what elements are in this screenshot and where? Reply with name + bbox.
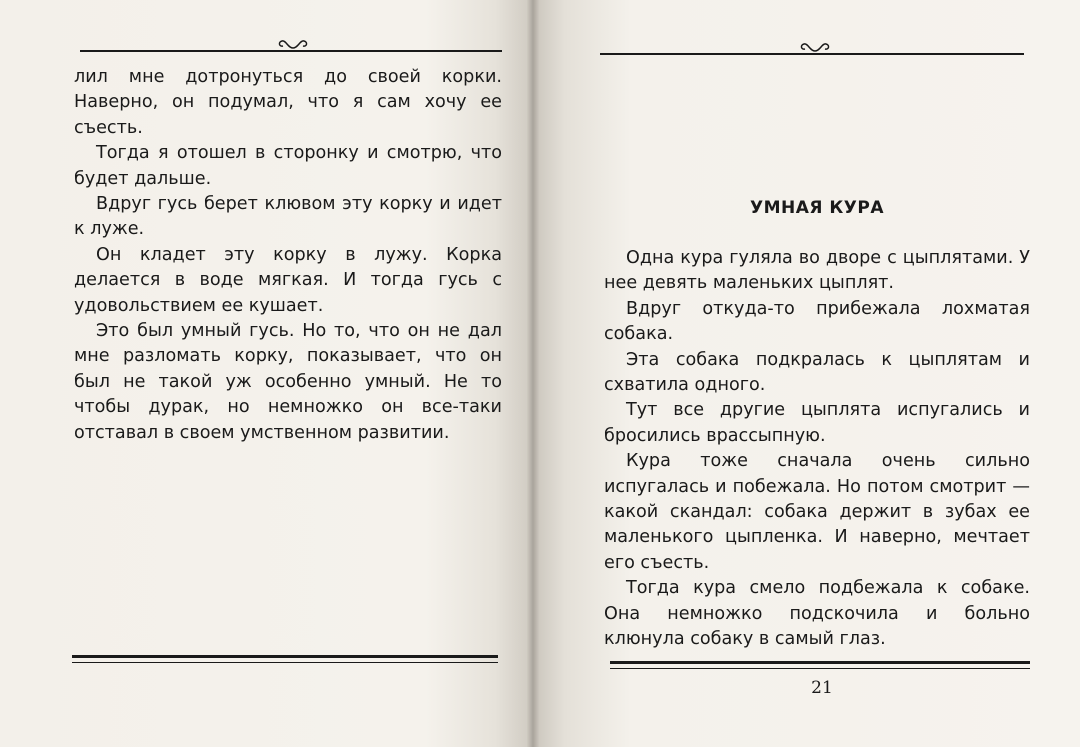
right-header-rule [600,53,1024,55]
paragraph: Вдруг гусь берет клювом эту корку и идет к луже. [74,194,502,240]
story-title: УМНАЯ КУРА [749,198,885,218]
page-number: 21 [811,678,833,698]
paragraph: Эта собака подкралась к цыплятам и схватила одного. [604,349,1030,396]
scroll-ornament-icon [798,41,832,53]
paragraph: Кура тоже сначала очень сильно испугалась и побежала. Но потом смотрит — какой скандал: собака держит в зубах ее маленького цыпленка. И наверно, мечтает его съесть. [604,451,1030,573]
paragraph: Тут все другие цыплята испугались и бросились врассыпную. [604,400,1030,446]
paragraph: лил мне дотронуться до своей корки. Наверно, он подумал, что я сам хочу ее съесть. [74,67,502,138]
paragraph: Одна кура гуляла во дворе с цыплятами. У нее девять маленьких цыплят. [604,248,1030,294]
paragraph: Вдруг откуда-то прибежала лохматая собака. [604,298,1030,345]
paragraph: Это был умный гусь. Но то, что он не дал мне разломать корку, показывает, что он был не такой уж особенно умный. Не то чтобы дурак, но немножко он все-таки отставал в своем умственном развитии. [74,321,502,443]
paragraph: Он кладет эту корку в лужу. Корка делается в воде мягкая. И тогда гусь с удовольствием ее кушает. [74,244,502,316]
book-gutter [526,0,540,747]
left-header-rule [80,50,502,52]
paragraph: Тогда кура смело подбежала к собаке. Она немножко подскочила и больно клюнула собаку в самый глаз. [604,578,1030,650]
paragraph: Тогда я отошел в сторонку и смотрю, что будет дальше. [74,143,502,189]
left-footer-rule [72,655,498,663]
scroll-ornament-icon [276,38,310,50]
left-page-text [74,65,502,446]
right-footer-rule [610,661,1030,669]
right-page-text [604,246,1030,653]
